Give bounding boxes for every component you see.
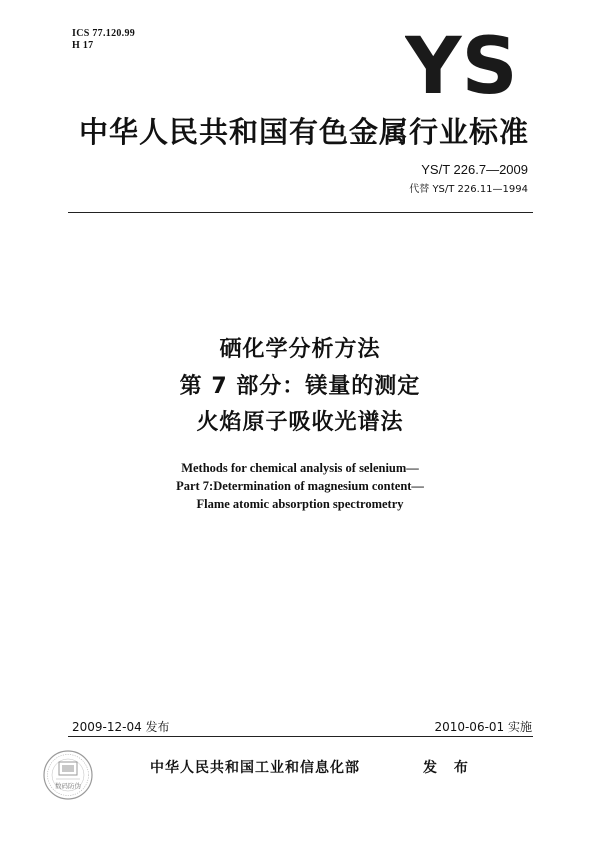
standard-number: YS/T 226.7—2009 bbox=[421, 162, 528, 177]
ys-logo-icon bbox=[405, 30, 530, 96]
title-zh-line-3: 火焰原子吸收光谱法 bbox=[196, 410, 404, 435]
title-en-line-1: Methods for chemical analysis of selenium— bbox=[181, 461, 419, 475]
title-en-line-3: Flame atomic absorption spectrometry bbox=[196, 497, 404, 511]
top-divider bbox=[68, 212, 533, 213]
title-zh-line-2: 第 7 部分：镁量的测定 bbox=[179, 374, 421, 399]
issuing-authority: 中华人民共和国工业和信息化部 bbox=[150, 760, 360, 776]
publish-date: 2009-12-04 发布 bbox=[72, 720, 170, 734]
title-zh-line-1: 硒化学分析方法 bbox=[219, 337, 381, 362]
ics-code: ICS 77.120.99 bbox=[72, 28, 136, 39]
ys-logo-text: YS bbox=[405, 30, 518, 96]
implement-date: 2010-06-01 实施 bbox=[434, 720, 532, 734]
bottom-divider bbox=[68, 736, 533, 737]
title-en-line-2: Part 7:Determination of magnesium content— bbox=[176, 479, 424, 493]
issue-label: 发 布 bbox=[423, 760, 474, 776]
seal-text: 数码防伪 bbox=[55, 782, 81, 790]
standard-category-title: 中华人民共和国有色金属行业标准 bbox=[78, 115, 529, 149]
replaces-standard: 代替 YS/T 226.11—1994 bbox=[409, 184, 528, 195]
anti-counterfeit-seal-icon bbox=[42, 749, 94, 801]
h-code: H 17 bbox=[72, 40, 94, 51]
